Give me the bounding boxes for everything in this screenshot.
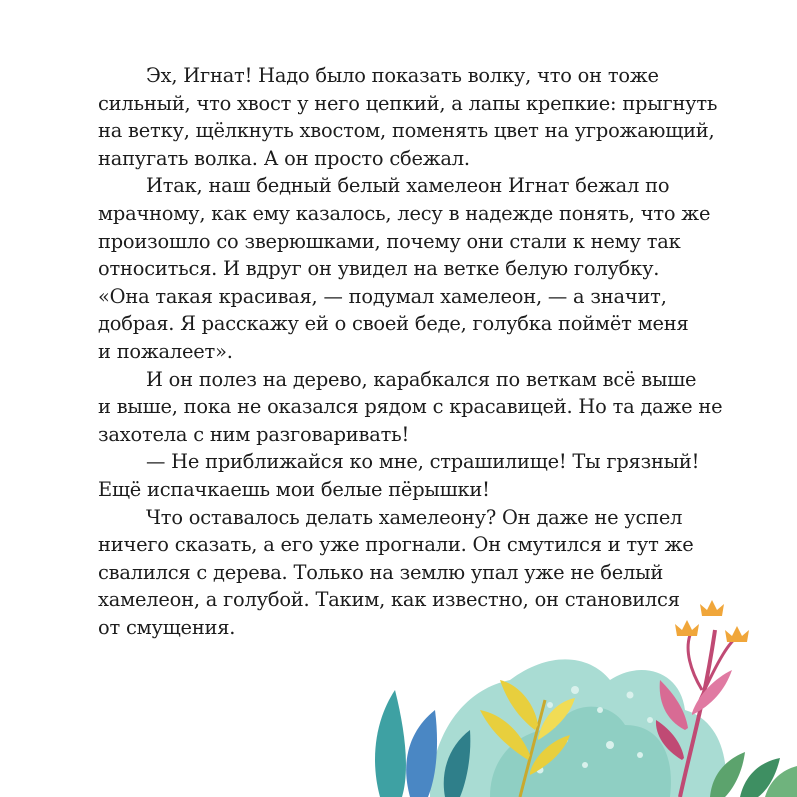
- text-line: захотела с ним разговаривать!: [98, 422, 410, 446]
- text-line: на ветку, щёлкнуть хвостом, поменять цвет на угрожающий,: [98, 119, 715, 143]
- text-line: произошло со зверюшками, почему они стали к нему так: [98, 229, 681, 253]
- text-line: сильный, что хвост у него цепкий, а лапы крепкие: прыгнуть: [98, 91, 718, 115]
- text-line: ничего сказать, а его уже прогнали. Он смутился и тут же: [98, 533, 694, 557]
- text-line: напугать волка. А он просто сбежал.: [98, 146, 470, 170]
- text-line: — Не приближайся ко мне, страшилище! Ты грязный!: [146, 450, 700, 474]
- text-line: добрая. Я расскажу ей о своей беде, голубка поймёт меня: [98, 312, 689, 336]
- text-line: относиться. И вдруг он увидел на ветке белую голубку.: [98, 257, 660, 281]
- text-line: хамелеон, а голубой. Таким, как известно, он становился: [98, 588, 680, 612]
- text-line: Эх, Игнат! Надо было показать волку, что он тоже: [146, 64, 659, 87]
- text-line: Что оставалось делать хамелеону? Он даже не успел: [146, 505, 683, 529]
- text-line: и выше, пока не оказался рядом с красавицей. Но та даже не: [98, 395, 723, 419]
- text-line: «Она такая красивая, — подумал хамелеон, — а значит,: [98, 284, 667, 308]
- text-line: Ещё испачкаешь мои белые пёрышки!: [98, 477, 490, 501]
- text-line: мрачному, как ему казалось, лесу в надежде понять, что же: [98, 201, 711, 225]
- story-text: [98, 62, 723, 641]
- plants-illustration-icon: [340, 580, 797, 797]
- text-line: от смущения.: [98, 615, 236, 639]
- text-line: свалился с дерева. Только на землю упал уже не белый: [98, 560, 664, 584]
- text-line: И он полез на дерево, карабкался по веткам всё выше: [146, 367, 697, 391]
- text-line: Итак, наш бедный белый хамелеон Игнат бежал по: [146, 174, 670, 198]
- text-line: и пожалеет».: [98, 339, 233, 363]
